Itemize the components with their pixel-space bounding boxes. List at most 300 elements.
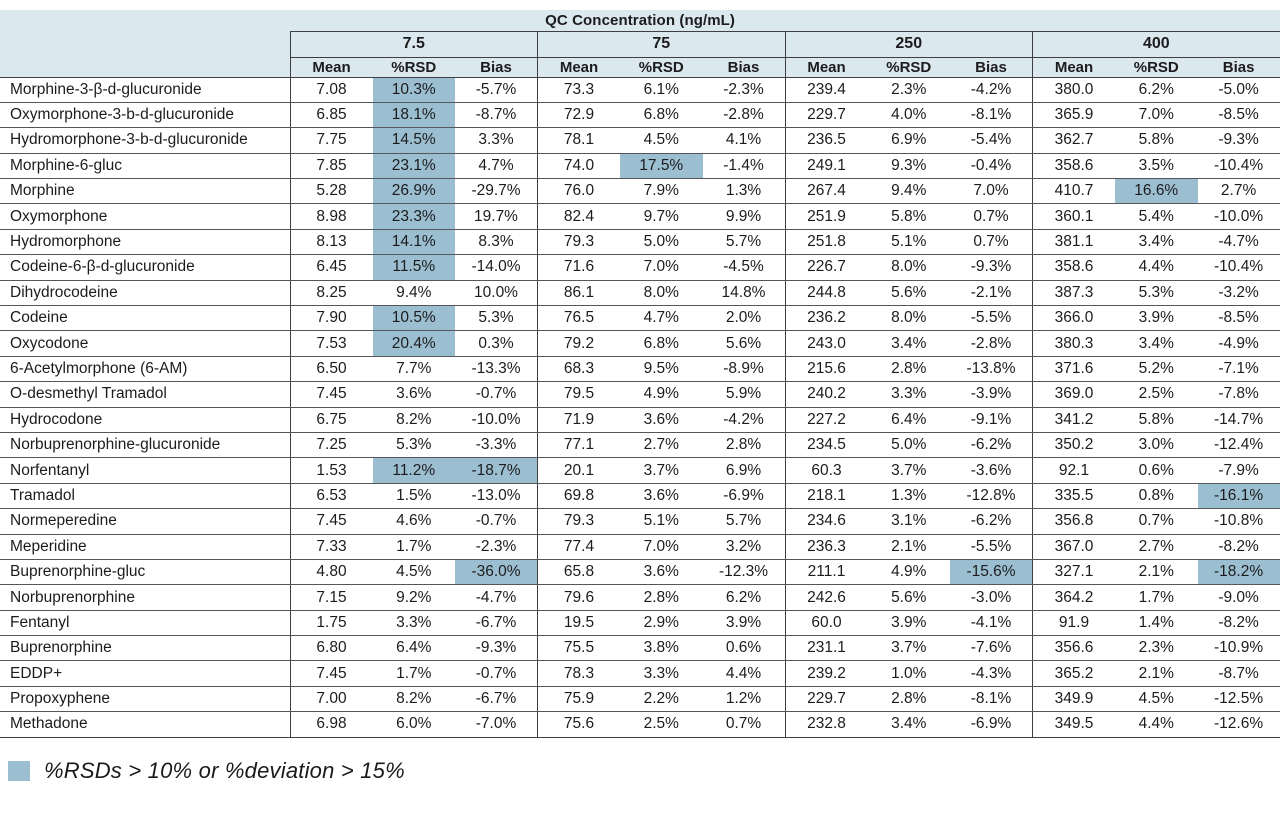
rsd-value: 9.4% [373,280,456,305]
rsd-value: 3.3% [373,610,456,635]
rsd-value: 2.7% [620,432,703,457]
legend [8,758,1280,784]
bias-value: -7.8% [1198,382,1280,407]
table-row [0,509,1280,534]
mean-value: 7.00 [290,686,373,711]
rsd-value: 1.7% [373,534,456,559]
mean-value: 358.6 [1033,153,1116,178]
mean-value: 7.25 [290,432,373,457]
mean-value: 65.8 [538,559,621,584]
mean-value: 380.3 [1033,331,1116,356]
compound-column-header [0,31,290,57]
mean-value: 8.98 [290,204,373,229]
bias-value: -12.6% [1198,712,1280,737]
mean-value: 327.1 [1033,559,1116,584]
rsd-value: 1.7% [1115,585,1198,610]
mean-value: 350.2 [1033,432,1116,457]
bias-value: 6.2% [703,585,786,610]
mean-value: 4.80 [290,559,373,584]
bias-value: -13.3% [455,356,538,381]
bias-value: -0.4% [950,153,1033,178]
mean-value: 349.5 [1033,712,1116,737]
mean-value: 232.8 [785,712,868,737]
bias-value: -8.7% [1198,661,1280,686]
bias-value: -5.5% [950,306,1033,331]
mean-value: 239.2 [785,661,868,686]
mean-value: 349.9 [1033,686,1116,711]
group-header-250: 250 [785,31,1033,57]
mean-value: 360.1 [1033,204,1116,229]
mean-value: 78.3 [538,661,621,686]
mean-value: 6.50 [290,356,373,381]
rsd-value: 5.2% [1115,356,1198,381]
mean-value: 236.2 [785,306,868,331]
bias-value: -9.3% [1198,128,1280,153]
rsd-value: 18.1% [373,102,456,127]
rsd-value: 5.6% [868,280,951,305]
rsd-value: 3.0% [1115,432,1198,457]
mean-value: 249.1 [785,153,868,178]
compound-name: Norfentanyl [0,458,290,483]
compound-name: Normeperedine [0,509,290,534]
bias-value: 2.0% [703,306,786,331]
rsd-value: 4.0% [868,102,951,127]
bias-value: -6.2% [950,509,1033,534]
rsd-value: 2.8% [868,686,951,711]
rsd-value: 7.7% [373,356,456,381]
bias-value: 5.7% [703,509,786,534]
bias-value: 2.7% [1198,179,1280,204]
compound-name: Codeine [0,306,290,331]
mean-value: 6.98 [290,712,373,737]
mean-value: 236.5 [785,128,868,153]
bias-value: -9.1% [950,407,1033,432]
rsd-value: 23.3% [373,204,456,229]
mean-value: 358.6 [1033,255,1116,280]
mean-value: 6.45 [290,255,373,280]
mean-value: 76.0 [538,179,621,204]
bias-value: 14.8% [703,280,786,305]
rsd-value: 3.6% [620,559,703,584]
qc-concentration-table [0,10,1280,738]
mean-value: 243.0 [785,331,868,356]
table-row [0,458,1280,483]
mean-value: 1.53 [290,458,373,483]
mean-value: 229.7 [785,102,868,127]
group-header-75: 75 [538,31,786,57]
bias-value: -4.2% [703,407,786,432]
rsd-value: 0.8% [1115,483,1198,508]
mean-value: 7.33 [290,534,373,559]
rsd-value: 8.2% [373,686,456,711]
compound-column-subheader [0,57,290,77]
table-row [0,712,1280,737]
rsd-value: 2.1% [1115,661,1198,686]
compound-name: Buprenorphine [0,636,290,661]
rsd-value: 3.4% [868,331,951,356]
rsd-value: 6.8% [620,102,703,127]
group-header-400: 400 [1033,31,1280,57]
rsd-value: 1.7% [373,661,456,686]
bias-value: -4.1% [950,610,1033,635]
sub-header-rsd: %RSD [1115,57,1198,77]
mean-value: 387.3 [1033,280,1116,305]
rsd-value: 0.7% [1115,509,1198,534]
mean-value: 356.6 [1033,636,1116,661]
rsd-value: 11.5% [373,255,456,280]
bias-value: -3.2% [1198,280,1280,305]
mean-value: 74.0 [538,153,621,178]
sub-header-rsd: %RSD [620,57,703,77]
bias-value: -9.3% [950,255,1033,280]
bias-value: -12.5% [1198,686,1280,711]
bias-value: -4.2% [950,77,1033,102]
bias-value: -29.7% [455,179,538,204]
bias-value: 3.9% [703,610,786,635]
bias-value: -2.1% [950,280,1033,305]
table-row [0,204,1280,229]
rsd-value: 7.0% [620,255,703,280]
compound-name: Morphine-6-gluc [0,153,290,178]
compound-name: Hydromorphone-3-b-d-glucuronide [0,128,290,153]
bias-value: -3.9% [950,382,1033,407]
rsd-value: 26.9% [373,179,456,204]
rsd-value: 5.3% [1115,280,1198,305]
mean-value: 60.0 [785,610,868,635]
rsd-value: 8.2% [373,407,456,432]
mean-value: 7.53 [290,331,373,356]
rsd-value: 6.4% [373,636,456,661]
bias-value: -0.7% [455,382,538,407]
highlight-legend-swatch-icon [8,761,30,781]
mean-value: 79.2 [538,331,621,356]
rsd-value: 5.0% [620,229,703,254]
bias-value: -8.2% [1198,610,1280,635]
bias-value: -4.3% [950,661,1033,686]
rsd-value: 2.5% [620,712,703,737]
table-row [0,610,1280,635]
rsd-value: 5.8% [1115,407,1198,432]
compound-name: Propoxyphene [0,686,290,711]
bias-value: -6.9% [703,483,786,508]
rsd-value: 23.1% [373,153,456,178]
mean-value: 7.90 [290,306,373,331]
rsd-value: 4.5% [373,559,456,584]
bias-value: 0.7% [950,229,1033,254]
bias-value: -12.3% [703,559,786,584]
rsd-value: 1.4% [1115,610,1198,635]
mean-value: 8.25 [290,280,373,305]
bias-value: 0.7% [703,712,786,737]
bias-value: 8.3% [455,229,538,254]
table-row [0,128,1280,153]
mean-value: 244.8 [785,280,868,305]
compound-name: Morphine [0,179,290,204]
bias-value: -3.6% [950,458,1033,483]
bias-value: -4.7% [455,585,538,610]
sub-header-row [0,57,1280,77]
bias-value: 7.0% [950,179,1033,204]
bias-value: -7.1% [1198,356,1280,381]
table-row [0,229,1280,254]
rsd-value: 2.8% [620,585,703,610]
bias-value: -18.2% [1198,559,1280,584]
rsd-value: 9.3% [868,153,951,178]
mean-value: 356.8 [1033,509,1116,534]
bias-value: 3.3% [455,128,538,153]
rsd-value: 8.0% [620,280,703,305]
rsd-value: 8.0% [868,255,951,280]
mean-value: 6.53 [290,483,373,508]
rsd-value: 5.6% [868,585,951,610]
sub-header-mean: Mean [785,57,868,77]
table-row [0,686,1280,711]
bias-value: 1.2% [703,686,786,711]
bias-value: 4.4% [703,661,786,686]
table-row [0,559,1280,584]
bias-value: -7.6% [950,636,1033,661]
mean-value: 7.15 [290,585,373,610]
compound-name: Norbuprenorphine [0,585,290,610]
table-row [0,356,1280,381]
rsd-value: 5.1% [868,229,951,254]
rsd-value: 4.6% [373,509,456,534]
rsd-value: 8.0% [868,306,951,331]
rsd-value: 9.4% [868,179,951,204]
bias-value: -5.4% [950,128,1033,153]
mean-value: 79.5 [538,382,621,407]
mean-value: 371.6 [1033,356,1116,381]
bias-value: -2.8% [703,102,786,127]
mean-value: 215.6 [785,356,868,381]
mean-value: 6.80 [290,636,373,661]
compound-name: EDDP+ [0,661,290,686]
compound-name: Morphine-3-β-d-glucuronide [0,77,290,102]
mean-value: 76.5 [538,306,621,331]
bias-value: 5.6% [703,331,786,356]
table-row [0,407,1280,432]
rsd-value: 3.7% [620,458,703,483]
bias-value: -8.5% [1198,102,1280,127]
bias-value: -15.6% [950,559,1033,584]
table-row [0,661,1280,686]
bias-value: -8.9% [703,356,786,381]
compound-name: Buprenorphine-gluc [0,559,290,584]
rsd-value: 2.8% [868,356,951,381]
mean-value: 77.4 [538,534,621,559]
bias-value: 19.7% [455,204,538,229]
mean-value: 365.2 [1033,661,1116,686]
rsd-value: 4.9% [868,559,951,584]
rsd-value: 4.5% [1115,686,1198,711]
bias-value: -2.8% [950,331,1033,356]
bias-value: 4.1% [703,128,786,153]
rsd-value: 2.9% [620,610,703,635]
bias-value: -14.7% [1198,407,1280,432]
rsd-value: 14.5% [373,128,456,153]
mean-value: 82.4 [538,204,621,229]
mean-value: 335.5 [1033,483,1116,508]
sub-header-mean: Mean [290,57,373,77]
sub-header-rsd: %RSD [373,57,456,77]
bias-value: -4.5% [703,255,786,280]
rsd-value: 2.1% [1115,559,1198,584]
rsd-value: 3.3% [620,661,703,686]
mean-value: 410.7 [1033,179,1116,204]
mean-value: 73.3 [538,77,621,102]
compound-name: Hydrocodone [0,407,290,432]
table-row [0,382,1280,407]
mean-value: 72.9 [538,102,621,127]
mean-value: 234.6 [785,509,868,534]
mean-value: 239.4 [785,77,868,102]
rsd-value: 2.2% [620,686,703,711]
compound-name: Methadone [0,712,290,737]
rsd-value: 4.7% [620,306,703,331]
compound-name: Oxymorphone-3-b-d-glucuronide [0,102,290,127]
table-title: QC Concentration (ng/mL) [0,10,1280,31]
rsd-value: 11.2% [373,458,456,483]
mean-value: 91.9 [1033,610,1116,635]
rsd-value: 3.3% [868,382,951,407]
mean-value: 234.5 [785,432,868,457]
bias-value: -10.4% [1198,153,1280,178]
rsd-value: 6.0% [373,712,456,737]
mean-value: 367.0 [1033,534,1116,559]
mean-value: 1.75 [290,610,373,635]
rsd-value: 4.4% [1115,712,1198,737]
rsd-value: 4.5% [620,128,703,153]
table-row [0,331,1280,356]
compound-name: Meperidine [0,534,290,559]
bias-value: -9.0% [1198,585,1280,610]
bias-value: 10.0% [455,280,538,305]
compound-name: 6-Acetylmorphone (6-AM) [0,356,290,381]
bias-value: -6.2% [950,432,1033,457]
mean-value: 78.1 [538,128,621,153]
rsd-value: 3.4% [868,712,951,737]
mean-value: 7.08 [290,77,373,102]
bias-value: -6.9% [950,712,1033,737]
mean-value: 231.1 [785,636,868,661]
table-row [0,483,1280,508]
sub-header-bias: Bias [455,57,538,77]
mean-value: 267.4 [785,179,868,204]
table-row [0,636,1280,661]
rsd-value: 2.3% [868,77,951,102]
bias-value: -9.3% [455,636,538,661]
mean-value: 75.6 [538,712,621,737]
bias-value: -13.8% [950,356,1033,381]
mean-value: 6.85 [290,102,373,127]
bias-value: -8.2% [1198,534,1280,559]
table-row [0,153,1280,178]
bias-value: -7.0% [455,712,538,737]
bias-value: -1.4% [703,153,786,178]
table-row [0,306,1280,331]
bias-value: -5.0% [1198,77,1280,102]
mean-value: 242.6 [785,585,868,610]
rsd-value: 9.5% [620,356,703,381]
bias-value: 9.9% [703,204,786,229]
sub-header-bias: Bias [1198,57,1280,77]
rsd-value: 1.3% [868,483,951,508]
bias-value: -0.7% [455,509,538,534]
mean-value: 86.1 [538,280,621,305]
legend-label: %RSDs > 10% or %deviation > 15% [44,757,405,783]
rsd-value: 14.1% [373,229,456,254]
bias-value: -36.0% [455,559,538,584]
mean-value: 79.3 [538,509,621,534]
mean-value: 341.2 [1033,407,1116,432]
bias-value: -12.4% [1198,432,1280,457]
bias-value: -10.9% [1198,636,1280,661]
bias-value: 2.8% [703,432,786,457]
compound-name: Oxymorphone [0,204,290,229]
bias-value: -2.3% [703,77,786,102]
bias-value: -4.9% [1198,331,1280,356]
rsd-value: 7.0% [620,534,703,559]
rsd-value: 4.4% [1115,255,1198,280]
table-row [0,534,1280,559]
bias-value: 5.3% [455,306,538,331]
mean-value: 381.1 [1033,229,1116,254]
table-row [0,280,1280,305]
rsd-value: 3.6% [373,382,456,407]
rsd-value: 16.6% [1115,179,1198,204]
table-header [0,10,1280,77]
rsd-value: 2.3% [1115,636,1198,661]
bias-value: -6.7% [455,686,538,711]
mean-value: 79.3 [538,229,621,254]
bias-value: -8.1% [950,686,1033,711]
bias-value: -12.8% [950,483,1033,508]
rsd-value: 3.8% [620,636,703,661]
rsd-value: 6.8% [620,331,703,356]
table-row [0,585,1280,610]
mean-value: 8.13 [290,229,373,254]
rsd-value: 3.6% [620,407,703,432]
bias-value: -7.9% [1198,458,1280,483]
mean-value: 362.7 [1033,128,1116,153]
bias-value: -10.4% [1198,255,1280,280]
concentration-group-row [0,31,1280,57]
rsd-value: 3.5% [1115,153,1198,178]
compound-name: O-desmethyl Tramadol [0,382,290,407]
title-row [0,10,1280,31]
bias-value: -0.7% [455,661,538,686]
sub-header-mean: Mean [1033,57,1116,77]
bias-value: 0.6% [703,636,786,661]
bias-value: 4.7% [455,153,538,178]
mean-value: 92.1 [1033,458,1116,483]
compound-name: Oxycodone [0,331,290,356]
bias-value: -13.0% [455,483,538,508]
rsd-value: 6.9% [868,128,951,153]
mean-value: 7.85 [290,153,373,178]
mean-value: 75.9 [538,686,621,711]
mean-value: 7.75 [290,128,373,153]
rsd-value: 1.5% [373,483,456,508]
mean-value: 251.8 [785,229,868,254]
mean-value: 75.5 [538,636,621,661]
mean-value: 366.0 [1033,306,1116,331]
bias-value: 6.9% [703,458,786,483]
bias-value: -2.3% [455,534,538,559]
rsd-value: 10.5% [373,306,456,331]
rsd-value: 0.6% [1115,458,1198,483]
mean-value: 5.28 [290,179,373,204]
